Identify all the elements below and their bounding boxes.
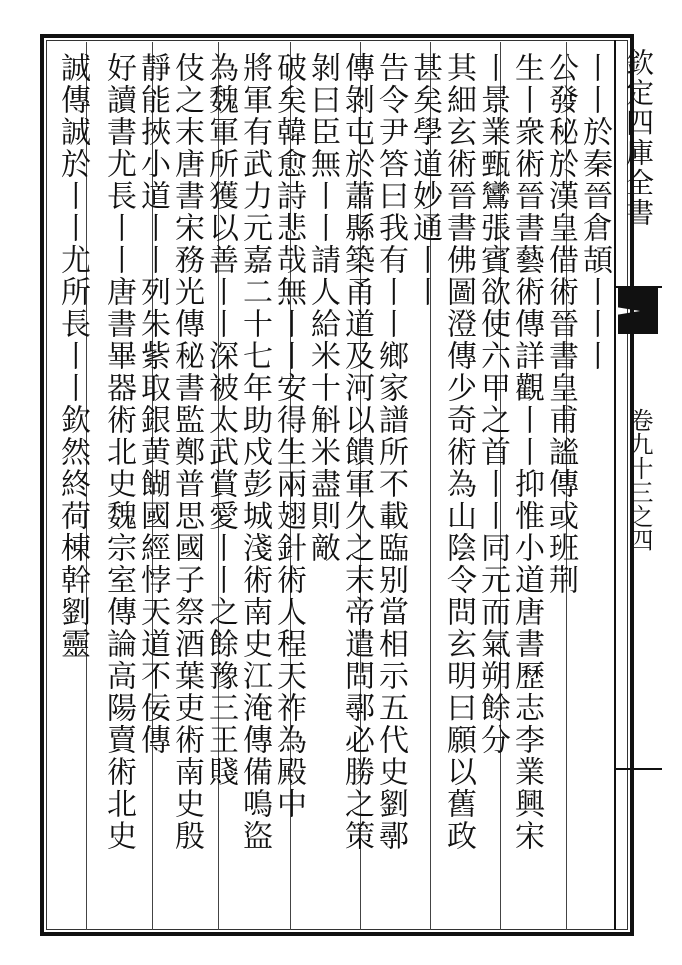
text-column-3: 生丨衆術晉書藝術傳詳觀丨丨抑惟小道唐書歷志李業興宋 (509, 52, 544, 852)
volume-label: 卷九十三之四 (625, 408, 653, 552)
text-column-15: 好讀書尤長丨丨唐書畢器術北史魏宗室傳論高陽賣術北史 (101, 52, 136, 852)
text-column-8: 傳剝屯於蕭縣築甬道及河以饋軍久之末帝遣問鄩必勝之策 (339, 52, 374, 852)
text-column-6: 甚矣學道妙通丨丨 (407, 52, 442, 308)
text-column-10: 破矣韓愈詩悲哉無丨丨安得生兩翅針術人程天祚為殿中 (271, 52, 306, 820)
text-column-1: 丨丨於秦晉倉頡丨丨丨 (577, 52, 612, 372)
text-column-12: 為魏軍所獲以善丨丨深被太武賞愛丨丨之餘豫三王賤 (203, 52, 238, 788)
margin-line-left (614, 40, 616, 930)
text-column-9: 剝曰臣無丨丨請人給米十斛米盡則敵 (305, 52, 340, 564)
text-column-14: 靜能挾小道丨丨列朱紫取銀黄餬國經悖天道不佞傳 (135, 52, 170, 756)
text-column-5: 其細玄術晉書佛圖澄傳少奇術為山陰令問玄明曰願以舊政 (441, 52, 476, 852)
text-column-13: 伎之末唐書宋務光傳秘書監鄭普思國子祭酒葉吏術南史殷 (169, 52, 204, 852)
margin-line-top (614, 286, 662, 288)
text-column-16: 誠傳誠於丨丨尤所長丨丨欽然終荷棟幹劉靈 (55, 52, 90, 660)
library-title: 欽定四庫全書 (622, 48, 655, 228)
text-column-4: 丨景業甄鸞張賓欲使六甲之首丨丨同元而氣朔餘分 (475, 52, 510, 756)
margin-line-bottom (614, 768, 662, 770)
text-column-7: 告令尹答曰我有丨丨鄉家譜所不載臨别當相示五代史劉鄩 (373, 52, 408, 852)
text-column-2: 公發秘於漢皇借術晉書皇甫謐傳或班荆 (543, 52, 578, 596)
text-column-11: 將軍有武力元嘉二十七年助戍彭城淺術南史江淹傳備鳴盜 (237, 52, 272, 852)
